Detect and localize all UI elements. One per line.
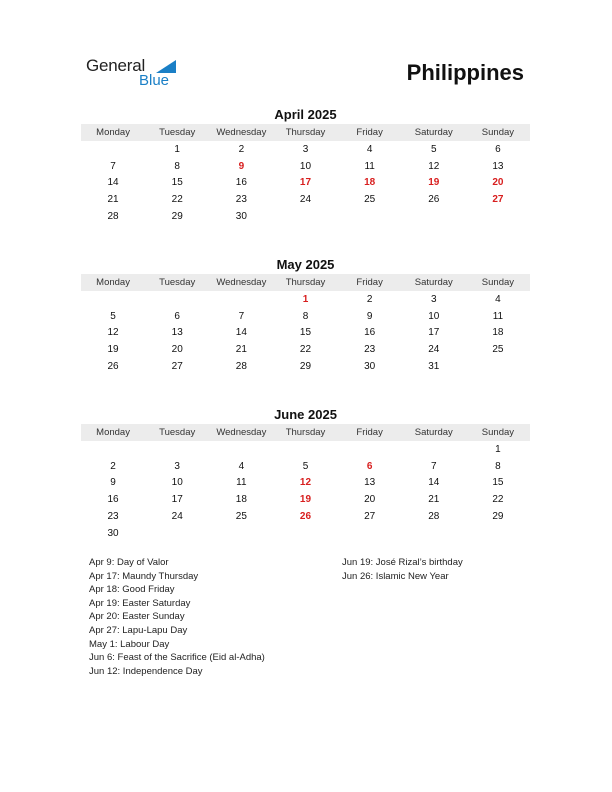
day-cell: 26 (299, 511, 312, 523)
day-cell: 17 (428, 327, 440, 339)
brand-logo (86, 56, 186, 92)
day-cell: 28 (428, 511, 440, 523)
day-cell: 9 (366, 310, 373, 322)
weekday-label: Tuesday (159, 127, 196, 138)
day-cell: 2 (238, 143, 245, 155)
day-cell: 30 (107, 527, 119, 539)
week-row (81, 525, 530, 542)
day-cell: 16 (235, 177, 247, 189)
holiday-note: Apr 27: Lapu-Lapu Day (89, 624, 188, 636)
day-cell: 6 (366, 460, 373, 472)
day-cell: 6 (495, 143, 501, 155)
day-cell: 1 (174, 143, 180, 155)
day-cell: 10 (299, 160, 312, 172)
day-cell: 13 (171, 327, 183, 339)
day-cell: 26 (428, 194, 440, 206)
holiday-note: Apr 9: Day of Valor (89, 557, 169, 568)
week-row (81, 141, 530, 158)
week-row (81, 358, 530, 375)
day-cell: 31 (428, 361, 440, 373)
day-cell: 14 (235, 327, 247, 339)
holiday-note: May 1: Labour Day (89, 638, 170, 650)
weekday-header-row (81, 274, 530, 291)
day-cell: 12 (107, 327, 119, 339)
logo-word-blue: Blue (139, 72, 170, 89)
day-cell: 21 (107, 194, 119, 206)
weekday-label: Tuesday (159, 277, 196, 288)
week-row (81, 458, 530, 475)
day-cell: 15 (171, 177, 183, 189)
day-cell: 30 (235, 211, 247, 223)
week-row (81, 441, 530, 458)
day-cell: 24 (171, 511, 183, 523)
weekday-label: Monday (96, 427, 130, 438)
month-may (81, 256, 530, 375)
day-cell: 14 (107, 177, 119, 189)
weekday-label: Wednesday (216, 277, 267, 288)
day-cell: 18 (364, 177, 376, 189)
day-cell: 17 (299, 177, 312, 189)
month-june (81, 406, 530, 542)
day-cell: 8 (302, 310, 309, 322)
weekday-label: Saturday (414, 427, 453, 438)
day-cell: 24 (299, 194, 312, 206)
day-cell: 19 (428, 177, 440, 189)
weekday-label: Tuesday (159, 427, 196, 438)
weekday-label: Friday (356, 277, 383, 288)
day-cell: 23 (107, 511, 119, 523)
month-title: April 2025 (274, 107, 337, 122)
month-title: June 2025 (274, 407, 337, 422)
day-cell: 2 (110, 460, 116, 472)
day-cell: 4 (366, 143, 373, 155)
week-row (81, 341, 530, 358)
day-cell: 21 (428, 494, 440, 506)
day-cell: 14 (428, 477, 440, 489)
day-cell: 6 (174, 310, 180, 322)
day-cell: 23 (364, 344, 376, 356)
day-cell: 4 (238, 460, 245, 472)
weekday-label: Friday (356, 427, 383, 438)
day-cell: 29 (299, 361, 312, 373)
day-cell: 25 (492, 344, 504, 356)
logo-word-general: General (86, 56, 146, 75)
weekday-label: Monday (96, 277, 130, 288)
day-cell: 16 (364, 327, 376, 339)
day-cell: 2 (366, 293, 373, 305)
weekday-header-row (81, 124, 530, 141)
day-cell: 20 (364, 494, 376, 506)
day-cell: 24 (428, 344, 440, 356)
day-cell: 19 (107, 344, 119, 356)
day-cell: 4 (495, 293, 501, 305)
day-cell: 21 (235, 344, 247, 356)
weekday-label: Saturday (414, 277, 453, 288)
week-row (81, 475, 530, 492)
day-cell: 12 (299, 477, 312, 489)
day-cell: 5 (110, 310, 116, 322)
day-cell: 15 (492, 477, 504, 489)
week-row (81, 308, 530, 325)
day-cell: 9 (110, 477, 116, 489)
day-cell: 23 (235, 194, 247, 206)
weekday-header-row (81, 424, 530, 441)
day-cell: 7 (238, 310, 245, 322)
day-cell: 17 (171, 494, 183, 506)
weekday-label: Monday (96, 127, 130, 138)
day-cell: 1 (302, 293, 309, 305)
holiday-note: Apr 19: Easter Saturday (89, 597, 191, 609)
day-cell: 29 (492, 511, 504, 523)
day-cell: 27 (171, 361, 183, 373)
day-cell: 20 (492, 177, 504, 189)
holiday-note: Jun 19: José Rizal’s birthday (342, 557, 463, 568)
day-cell: 30 (364, 361, 376, 373)
day-cell: 28 (235, 361, 247, 373)
day-cell: 25 (364, 194, 376, 206)
weekday-label: Sunday (481, 127, 515, 138)
holiday-note: Jun 12: Independence Day (89, 665, 203, 677)
holiday-note: Apr 17: Maundy Thursday (89, 570, 199, 582)
holiday-notes-left (89, 556, 265, 678)
day-cell: 18 (235, 494, 247, 506)
day-cell: 3 (302, 143, 309, 155)
day-cell: 13 (364, 477, 376, 489)
day-cell: 5 (302, 460, 309, 472)
week-row (81, 491, 530, 508)
day-cell: 22 (299, 344, 312, 356)
week-row (81, 508, 530, 525)
day-cell: 15 (299, 327, 312, 339)
day-cell: 7 (430, 460, 437, 472)
day-cell: 11 (364, 160, 375, 172)
day-cell: 3 (430, 293, 437, 305)
week-row (81, 175, 530, 192)
holiday-note: Apr 18: Good Friday (89, 584, 175, 596)
week-row (81, 208, 530, 225)
day-cell: 9 (238, 160, 245, 172)
weekday-label: Thursday (285, 277, 326, 288)
day-cell: 22 (171, 194, 183, 206)
week-row (81, 191, 530, 208)
day-cell: 3 (174, 460, 180, 472)
weekday-label: Wednesday (216, 127, 267, 138)
day-cell: 26 (107, 361, 119, 373)
day-cell: 29 (171, 211, 183, 223)
day-cell: 27 (364, 511, 376, 523)
day-cell: 10 (428, 310, 440, 322)
weekday-label: Friday (356, 127, 383, 138)
day-cell: 16 (107, 494, 119, 506)
day-cell: 22 (492, 494, 504, 506)
weekday-label: Thursday (285, 127, 326, 138)
holiday-notes-right (342, 556, 463, 583)
week-row (81, 325, 530, 342)
day-cell: 10 (171, 477, 183, 489)
day-cell: 18 (492, 327, 504, 339)
day-cell: 7 (110, 160, 116, 172)
weekday-label: Wednesday (216, 427, 267, 438)
day-cell: 5 (430, 143, 437, 155)
holiday-note: Apr 20: Easter Sunday (89, 611, 185, 623)
day-cell: 28 (107, 211, 119, 223)
day-cell: 20 (171, 344, 183, 356)
day-cell: 13 (492, 160, 504, 172)
day-cell: 8 (174, 160, 180, 172)
day-cell: 27 (492, 194, 504, 206)
month-title: May 2025 (276, 257, 335, 272)
day-cell: 19 (299, 494, 312, 506)
day-cell: 1 (495, 443, 501, 455)
day-cell: 11 (492, 310, 504, 322)
day-cell: 8 (495, 460, 501, 472)
holiday-note: Jun 26: Islamic New Year (342, 570, 449, 582)
weekday-label: Sunday (481, 277, 515, 288)
day-cell: 25 (235, 511, 247, 523)
country-title: Philippines (406, 60, 524, 85)
weekday-label: Thursday (285, 427, 326, 438)
month-april (81, 106, 530, 225)
holiday-note: Jun 6: Feast of the Sacrifice (Eid al-Adha) (89, 652, 265, 664)
day-cell: 11 (236, 477, 247, 489)
week-row (81, 158, 530, 175)
weekday-label: Saturday (414, 127, 453, 138)
weekday-label: Sunday (481, 427, 515, 438)
day-cell: 12 (428, 160, 440, 172)
week-row (81, 291, 530, 308)
